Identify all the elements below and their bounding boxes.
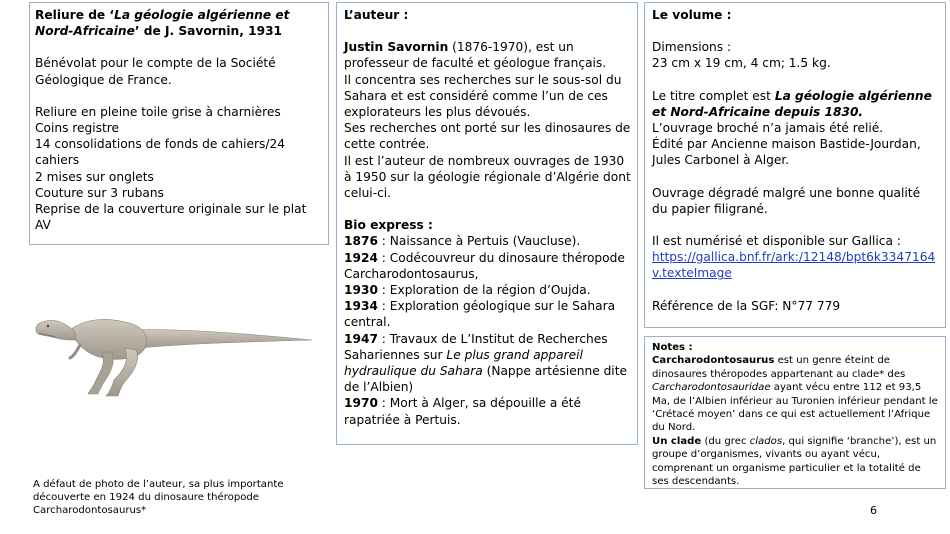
- binding-item: Reprise de la couverture originale sur le plat AV: [35, 202, 307, 233]
- volume-line: Ouvrage dégradé malgré une bonne qualité du papier filigrané.: [652, 185, 921, 216]
- dimensions-label: Dimensions :: [652, 40, 732, 55]
- bio-heading: Bio express :: [344, 218, 433, 233]
- bio-entry: 1970 : Mort à Alger, sa dépouille a été rapatriée à Pertuis.: [344, 396, 581, 427]
- author-para: Il est l’auteur de nombreux ouvrages de 1930 à 1950 sur la géologie régionale d’Algérie dont celui-ci.: [344, 153, 631, 201]
- volume-heading: Le volume :: [652, 8, 732, 22]
- notes-heading: Notes :: [652, 342, 693, 353]
- gallica-link[interactable]: https://gallica.bnf.fr/ark:/12148/bpt6k3347164v.texteImage: [652, 250, 936, 281]
- volume-line: Édité par Ancienne maison Bastide-Jourdan, Jules Carbonel à Alger.: [652, 137, 921, 168]
- bio-entry: 1947 : Travaux de L’Institut de Recherches Sahariennes sur Le plus grand appareil hydraulique du Sahara (Nappe artésienne dite de l’Albien): [344, 331, 627, 395]
- notes-panel: [644, 336, 946, 489]
- binding-item: Couture sur 3 rubans: [35, 185, 164, 200]
- author-para: Il concentra ses recherches sur le sous-sol du Sahara et est considéré comme l’un de ces explorateurs les plus dévoués.: [344, 72, 622, 120]
- dinosaur-illustration: [30, 300, 315, 400]
- sgf-reference: Référence de la SGF: N°77 779: [652, 298, 841, 313]
- dimensions-value: 23 cm x 19 cm, 4 cm; 1.5 kg.: [652, 56, 831, 71]
- binding-info-panel: [29, 2, 329, 245]
- illustration-caption: A défaut de photo de l’auteur, sa plus importante découverte en 1924 du dinosaure théropode Carcharodontosaurus*: [33, 479, 284, 517]
- author-intro: Justin Savornin (1876-1970), est un professeur de faculté et géologue français.: [344, 40, 607, 71]
- binding-item: 14 consolidations de fonds de cahiers/24 cahiers: [35, 137, 286, 168]
- binding-title: Reliure de ‘La géologie algérienne et Nord-Africaine’ de J. Savornin, 1931: [35, 8, 290, 39]
- benevolat-text: Bénévolat pour le compte de la Société Géologique de France.: [35, 56, 276, 87]
- author-heading: L’auteur :: [344, 8, 409, 22]
- bio-entry: 1924 : Codécouvreur du dinosaure théropode Carcharodontosaurus,: [344, 250, 625, 281]
- binding-item: 2 mises sur onglets: [35, 169, 154, 184]
- page-number: 6: [870, 504, 877, 517]
- author-para: Ses recherches ont porté sur les dinosaures de cette contrée.: [344, 121, 631, 152]
- author-panel: [336, 2, 638, 445]
- bio-entry: 1934 : Exploration géologique sur le Sahara central.: [344, 299, 616, 330]
- volume-line: L’ouvrage broché n’a jamais été relié.: [652, 121, 884, 136]
- full-title: Le titre complet est La géologie algérienne et Nord-Africaine depuis 1830.: [652, 88, 932, 119]
- note-clade: Un clade (du grec clados, qui signifie ‘branche’), est un groupe d’organismes, vivants ou ayant vécu, comprenant un organisme particulier et la totalité de ses descendants.: [652, 435, 937, 488]
- binding-item: Coins registre: [35, 121, 120, 136]
- gallica-text: Il est numérisé et disponible sur Gallica :: [652, 234, 901, 249]
- bio-entry: 1930 : Exploration de la région d’Oujda.: [344, 283, 591, 298]
- note-carcharodontosaurus: Carcharodontosaurus est un genre éteint de dinosaures théropodes appartenant au clade* des Carcharodontosauridae ayant vécu entre 112 et 93,5 Ma, de l’Albien inférieur au Turonien inférieur pendant le ‘Crétacé moyen’ dans ce qui est actuellement l’Afrique du Nord.: [652, 355, 938, 434]
- binding-item: Reliure en pleine toile grise à charnières: [35, 104, 281, 119]
- volume-panel: [644, 2, 946, 328]
- bio-entry: 1876 : Naissance à Pertuis (Vaucluse).: [344, 234, 581, 249]
